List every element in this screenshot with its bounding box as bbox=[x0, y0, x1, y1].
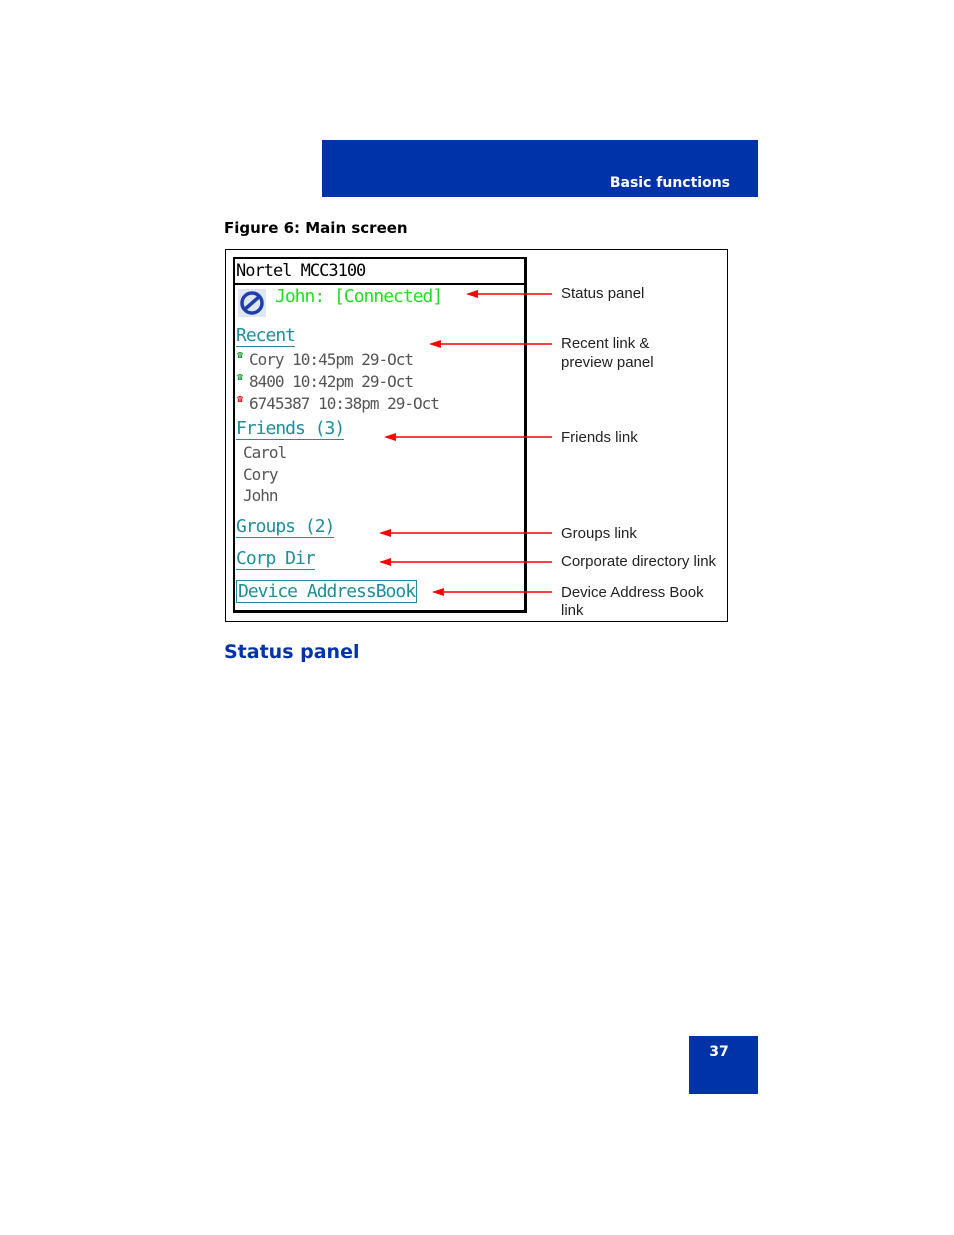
figure-frame bbox=[225, 249, 728, 622]
callout-corp-dir-link: Corporate directory link bbox=[561, 553, 717, 570]
recent-call-item: ☎ 6745387 10:38pm 29-Oct bbox=[237, 394, 439, 413]
callout-recent-line1: Recent link & bbox=[561, 335, 650, 352]
phone-green-icon: ☎ bbox=[237, 350, 243, 361]
page-number: 37 bbox=[709, 1044, 729, 1060]
groups-link[interactable]: Groups (2) bbox=[236, 516, 335, 537]
recent-call-item: ☎ 8400 10:42pm 29-Oct bbox=[237, 372, 414, 391]
corp-dir-link[interactable]: Corp Dir bbox=[236, 548, 315, 569]
callout-address-book-line2: link bbox=[561, 602, 584, 619]
callout-groups-link: Groups link bbox=[561, 525, 637, 542]
friend-item: John bbox=[243, 486, 278, 505]
friends-link[interactable]: Friends (3) bbox=[236, 418, 345, 439]
phone-title: Nortel MCC3100 bbox=[236, 261, 366, 281]
figure-caption: Figure 6: Main screen bbox=[224, 219, 408, 237]
friend-item: Carol bbox=[243, 443, 287, 462]
phone-red-icon: ☎ bbox=[237, 394, 243, 405]
callout-recent-line2: preview panel bbox=[561, 354, 654, 371]
section-heading: Status panel bbox=[224, 641, 360, 663]
recent-call-item: ☎ Cory 10:45pm 29-Oct bbox=[237, 350, 414, 369]
callout-address-book-line1: Device Address Book bbox=[561, 584, 704, 601]
recent-link[interactable]: Recent bbox=[236, 325, 296, 346]
page-number-box bbox=[689, 1036, 758, 1094]
section-title: Basic functions bbox=[609, 175, 730, 191]
callout-status-panel: Status panel bbox=[561, 285, 645, 302]
header-band bbox=[322, 140, 758, 197]
callout-friends-link: Friends link bbox=[561, 429, 638, 446]
address-book-link[interactable]: Device AddressBook bbox=[238, 581, 416, 602]
status-text: John: [Connected] bbox=[275, 286, 443, 307]
phone-green-icon: ☎ bbox=[237, 372, 243, 383]
friend-item: Cory bbox=[243, 465, 278, 484]
